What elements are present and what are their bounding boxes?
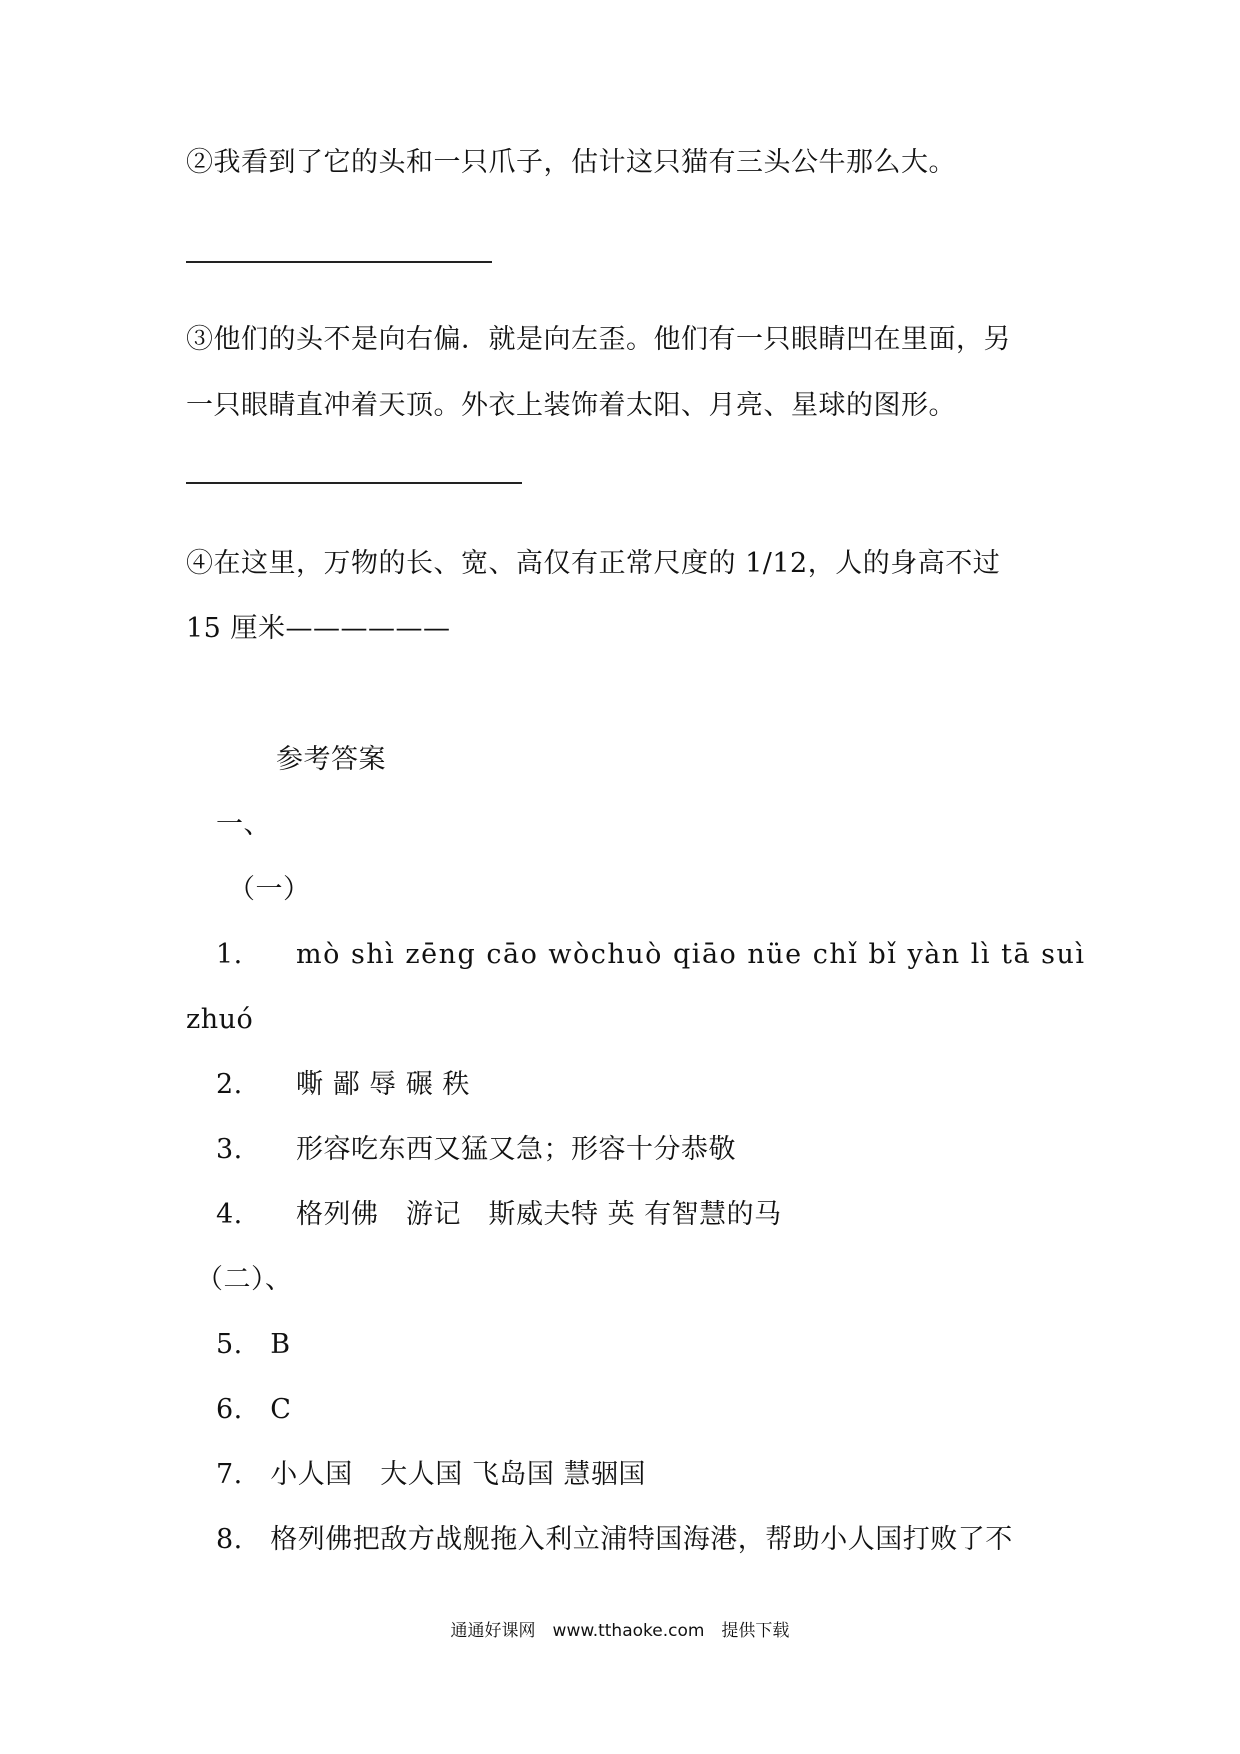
answer-5: 5. B	[216, 1329, 291, 1360]
question-3-text-line-2: 一只眼睛直冲着天顶。外衣上装饰着太阳、月亮、星球的图形。	[186, 390, 956, 421]
answer-8: 8. 格列佛把敌方战舰拖入利立浦特国海港，帮助小人国打败了不	[216, 1524, 1013, 1555]
answer-1-number: 1.	[216, 939, 243, 970]
answer-blank-line-2	[186, 261, 492, 263]
answer-2-text: 嘶 鄙 辱 碾 秩	[296, 1069, 470, 1100]
subsection-1-heading: （一）	[228, 874, 311, 905]
answer-4-number: 4.	[216, 1199, 243, 1230]
answer-1-pinyin: mò shì zēng cāo wòchuò qiāo nüe chǐ bǐ yàn lì tā suì	[296, 939, 1086, 970]
answer-3	[216, 1133, 736, 1167]
answer-3-number: 3.	[216, 1134, 243, 1165]
answer-2	[216, 1068, 470, 1102]
subsection-2-heading: （二）、	[196, 1264, 293, 1295]
answer-blank-line-3	[186, 482, 522, 484]
page-footer: 通通好课网 www.tthaoke.com 提供下载	[450, 1621, 790, 1641]
question-3-text-line-1: ③他们的头不是向右偏．就是向左歪。他们有一只眼睛凹在里面，另	[186, 324, 1011, 355]
question-4-text-line-1: ④在这里，万物的长、宽、高仅有正常尺度的 1/12，人的身高不过	[186, 548, 1001, 579]
answer-6: 6. C	[216, 1394, 292, 1425]
question-4-text-line-2: 15 厘米——————	[186, 613, 451, 644]
answer-1-line-1	[216, 938, 1086, 972]
answer-4	[216, 1198, 782, 1232]
answer-7: 7. 小人国 大人国 飞岛国 慧骃国	[216, 1459, 646, 1490]
section-1-heading: 一、	[216, 809, 271, 840]
answer-2-number: 2.	[216, 1069, 243, 1100]
answers-title: 参考答案	[276, 744, 386, 775]
question-2-text: ②我看到了它的头和一只爪子，估计这只猫有三头公牛那么大。	[186, 147, 956, 178]
answer-1-line-2: zhuó	[186, 1004, 254, 1035]
answer-4-text: 格列佛 游记 斯威夫特 英 有智慧的马	[296, 1199, 782, 1230]
answer-3-text: 形容吃东西又猛又急；形容十分恭敬	[296, 1134, 736, 1165]
